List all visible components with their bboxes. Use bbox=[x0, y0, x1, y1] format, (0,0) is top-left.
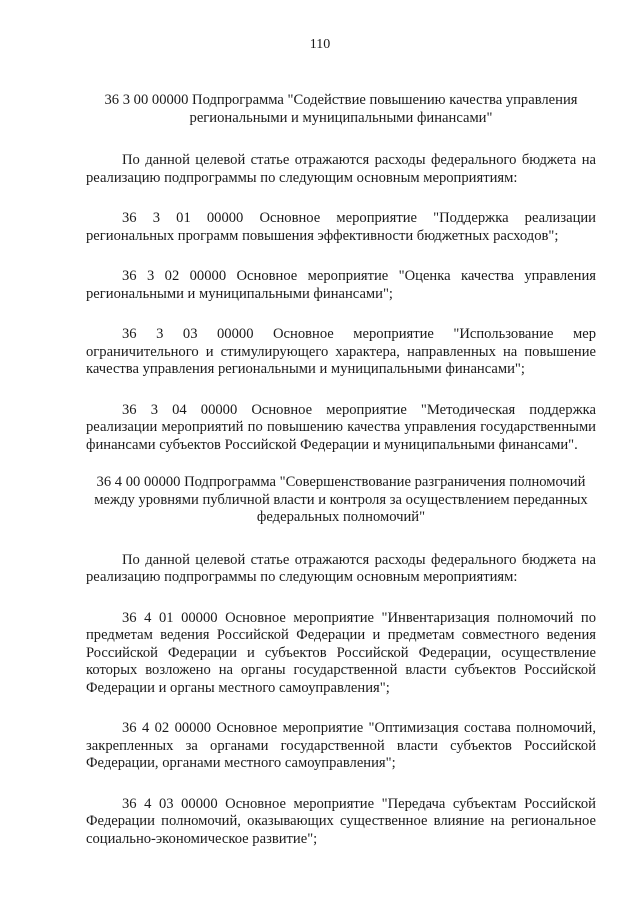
section-heading-36-3: 36 3 00 00000 Подпрограмма "Содействие повышению качества управления региональными и муниципальными финансами" bbox=[104, 92, 578, 126]
paragraph-36-4-02: 36 4 02 00000 Основное мероприятие "Оптимизация состава полномочий, закрепленных за органами государственной власти субъектов Российской Федерации, органами местного самоуправления"; bbox=[86, 720, 596, 771]
paragraph-36-3-01: 36 3 01 00000 Основное мероприятие "Поддержка реализации региональных программ повышения эффективности бюджетных расходов"; bbox=[86, 210, 596, 244]
page-number: 110 bbox=[309, 37, 331, 52]
paragraph-intro: По данной целевой статье отражаются расходы федерального бюджета на реализацию подпрограммы по следующим основным мероприятиям: bbox=[86, 152, 596, 186]
paragraph-36-4-03: 36 4 03 00000 Основное мероприятие "Передача субъектам Российской Федерации полномочий, оказывающих существенное влияние на региональное социально-экономическое развитие"; bbox=[86, 795, 596, 847]
paragraph-36-4-01: 36 4 01 00000 Основное мероприятие "Инвентаризация полномочий по предметам ведения Российской Федерации и предметам совместного ведения Российской Федерации и субъектов Российской Федерации, осуществление которых возложено на органы государственной власти субъектов Российской Федерации и органы местного самоуправления"; bbox=[86, 609, 596, 696]
document-body bbox=[86, 92, 596, 848]
paragraph-36-3-03: 36 3 03 00000 Основное мероприятие "Использование мер ограничительного и стимулирующего характера, направленных на повышение качества управления региональными и муниципальными финансами"; bbox=[86, 326, 596, 377]
section-heading-36-4: 36 4 00 00000 Подпрограмма "Совершенствование разграничения полномочий между уровнями публичной власти и контроля за осуществлением переданных федеральных полномочий" bbox=[94, 474, 588, 525]
paragraph-intro: По данной целевой статье отражаются расходы федерального бюджета на реализацию подпрограммы по следующим основным мероприятиям: bbox=[86, 551, 596, 585]
paragraph-36-3-04: 36 3 04 00000 Основное мероприятие "Методическая поддержка реализации мероприятий по повышению качества управления государственными финансами субъектов Российской Федерации и муниципальными финансами". bbox=[86, 401, 596, 453]
paragraph-36-3-02: 36 3 02 00000 Основное мероприятие "Оценка качества управления региональными и муниципальными финансами"; bbox=[86, 268, 596, 302]
